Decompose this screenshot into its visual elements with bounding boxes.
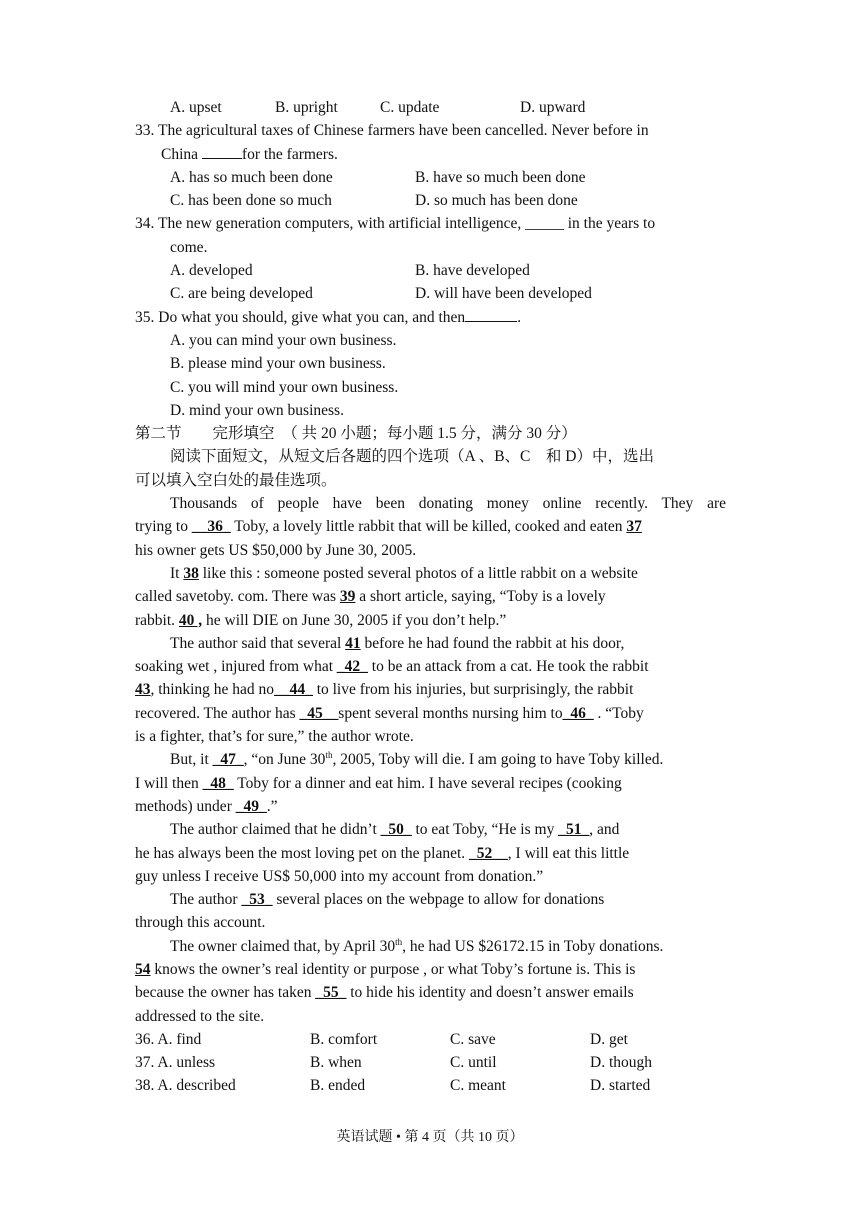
q35-option: A. you can mind your own business. [170,331,397,349]
q35-option: D. mind your own business. [170,401,344,419]
q34-options-row1: A. developed B. have developed [170,262,530,280]
passage-line: Thousands of people have been donating money online recently. They are [170,495,726,513]
blank-51: _51_ [558,821,590,839]
q32-options [135,96,726,119]
page-footer: 英语试题 • 第 4 页（共 10 页） [336,1130,524,1145]
passage-line: The author claimed that he didn’t _50_ to eat Toby, “He is my _51_, and [170,821,620,839]
answer-blank [465,307,517,322]
passage-line: 43, thinking he had no__44_ to live from his injuries, but surprisingly, the rabbit [135,681,634,699]
blank-40: 40 , [178,611,203,629]
question-35: 35. Do what you should, give what you can, and then . [135,308,522,326]
blank-52: _52__ [469,844,508,862]
passage-line: 54 knows the owner’s real identity or purpose , or what Toby’s fortune is. This is [135,960,636,978]
blank-36: __36_ [191,518,231,536]
blank-41: 41 [345,634,361,652]
blank-45: _45__ [299,704,339,722]
blank-44: __44_ [274,681,313,699]
blank-47: _47_ [212,751,244,769]
blank-38: 38 [183,564,199,582]
blank-50: _50_ [380,821,412,839]
section-heading: 第二节 完形填空 （ 共 20 小题；每小题 1.5 分，满分 30 分） [135,425,577,443]
blank-49: _49_ [235,797,267,815]
option: D. upward [520,99,586,116]
blank-42: _42_ [336,658,368,676]
q33-options-row1: A. has so much been done B. have so much been done [170,168,586,186]
answer-row-37: 37. A. unless B. when C. until D. though [135,1054,652,1072]
passage-line: is a fighter, that’s for sure,” the author wrote. [135,728,414,746]
section-instructions-cont: 可以填入空白处的最佳选项。 [135,471,337,489]
blank-54: 54 [135,960,151,978]
q35-option: C. you will mind your own business. [170,378,399,396]
passage-line: through this account. [135,914,266,932]
passage-line: guy unless I receive US$ 50,000 into my account from donation.” [135,867,544,885]
passage-line: rabbit. 40 , he will DIE on June 30, 2005 if you don’t help.” [135,611,507,629]
question-34: 34. The new generation computers, with artificial intelligence, _____ in the years to [135,215,656,233]
blank-37: 37 [626,518,642,536]
answer-row-38: 38. A. described B. ended C. meant D. started [135,1077,651,1095]
exam-page [135,96,726,1098]
question-33-cont: China for the farmers. [161,145,338,163]
option: C. update [380,99,440,116]
q33-options-row2: C. has been done so much D. so much has been done [170,192,578,210]
question-33: 33. The agricultural taxes of Chinese farmers have been cancelled. Never before in [135,122,649,140]
passage-line: The author said that several 41 before he had found the rabbit at his door, [170,634,625,652]
passage-line: called savetoby. com. There was 39 a short article, saying, “Toby is a lovely [135,588,606,606]
option: A. upset [170,99,222,116]
passage-line: The author _53_ several places on the webpage to allow for donations [170,891,605,909]
passage-line: But, it _47_, “on June 30th, 2005, Toby will die. I am going to have Toby killed. [170,750,664,769]
passage-line: he has always been the most loving pet on the planet. _52__, I will eat this little [135,844,630,862]
blank-46: _46_ [562,704,594,722]
answer-row-36: 36. A. find B. comfort C. save D. get [135,1030,628,1048]
blank-53: _53_ [241,891,273,909]
blank-39: 39 [339,588,356,606]
passage-line: The owner claimed that, by April 30th, he had US $26172.15 in Toby donations. [170,936,664,955]
passage-line: I will then _48_ Toby for a dinner and eat him. I have several recipes (cooking [135,774,622,792]
blank-55: _55_ [315,984,347,1002]
passage-line: It 38 like this : someone posted several photos of a little rabbit on a website [170,564,638,582]
option: B. upright [275,99,338,116]
passage-line: recovered. The author has _45__spent several months nursing him to_46_ . “Toby [135,704,644,722]
q35-option: B. please mind your own business. [170,355,386,373]
blank-43: 43 [135,681,151,699]
passage-line: because the owner has taken _55_ to hide his identity and doesn’t answer emails [135,984,634,1002]
answer-blank [202,144,242,159]
blank-48: _48_ [202,774,234,792]
q34-options-row2: C. are being developed D. will have been developed [170,285,592,303]
passage-line: trying to __36_ Toby, a lovely little rabbit that will be killed, cooked and eaten 37 [135,518,642,536]
passage-line: methods) under _49_.” [135,797,278,815]
passage-line: his owner gets US $50,000 by June 30, 2005. [135,541,417,559]
section-instructions: 阅读下面短文，从短文后各题的四个选项（A 、B、C 和 D）中，选出 [170,448,654,466]
passage-line: soaking wet , injured from what _42_ to be an attack from a cat. He took the rabbit [135,658,649,676]
passage-line: addressed to the site. [135,1007,265,1025]
question-34-cont: come. [170,238,208,256]
